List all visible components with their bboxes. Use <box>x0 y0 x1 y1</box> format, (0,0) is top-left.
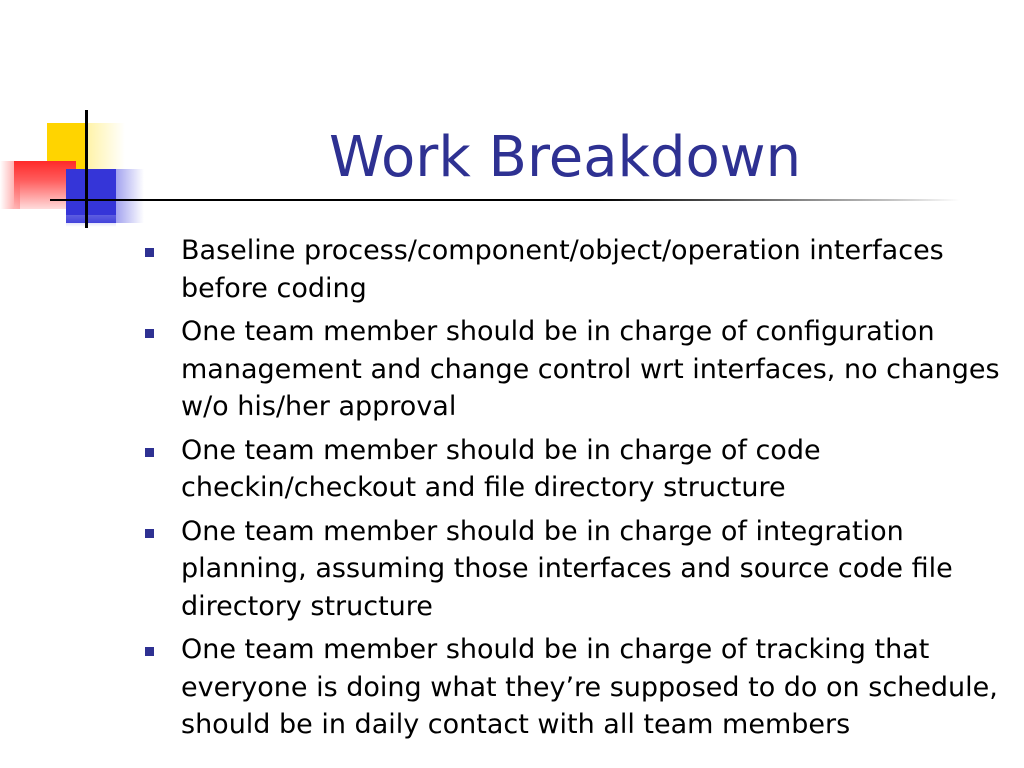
bullet-text: One team member should be in charge of code checkin/checkout and file directory structure <box>181 434 821 503</box>
blue-fade-decoration <box>116 169 144 223</box>
title-underline-rule <box>50 199 960 201</box>
bullet-list <box>145 232 1005 750</box>
blue-bottom-fade-decoration <box>66 215 116 227</box>
bullet-item <box>145 631 1005 744</box>
bullet-text: One team member should be in charge of tracking that everyone is doing what they’re supposed to do on schedule, should be in daily contact with all team members <box>181 634 998 740</box>
yellow-fade-decoration <box>87 123 125 169</box>
square-bullet-icon <box>145 529 154 538</box>
square-bullet-icon <box>145 248 154 257</box>
bullet-item <box>145 313 1005 426</box>
bullet-item <box>145 513 1005 626</box>
square-bullet-icon <box>145 448 154 457</box>
square-bullet-icon <box>145 329 154 338</box>
vertical-rule <box>85 110 88 228</box>
bullet-text: Baseline process/component/object/operation interfaces before coding <box>181 235 944 304</box>
bullet-text: One team member should be in charge of integration planning, assuming those interfaces and source code file directory structure <box>181 515 953 622</box>
bullet-text: One team member should be in charge of configuration management and change control wrt interfaces, no changes w/o his/her approval <box>181 316 1000 422</box>
bullet-item <box>145 432 1005 507</box>
square-bullet-icon <box>145 647 154 656</box>
bullet-item <box>145 232 1005 307</box>
slide-title: Work Breakdown <box>328 125 802 190</box>
